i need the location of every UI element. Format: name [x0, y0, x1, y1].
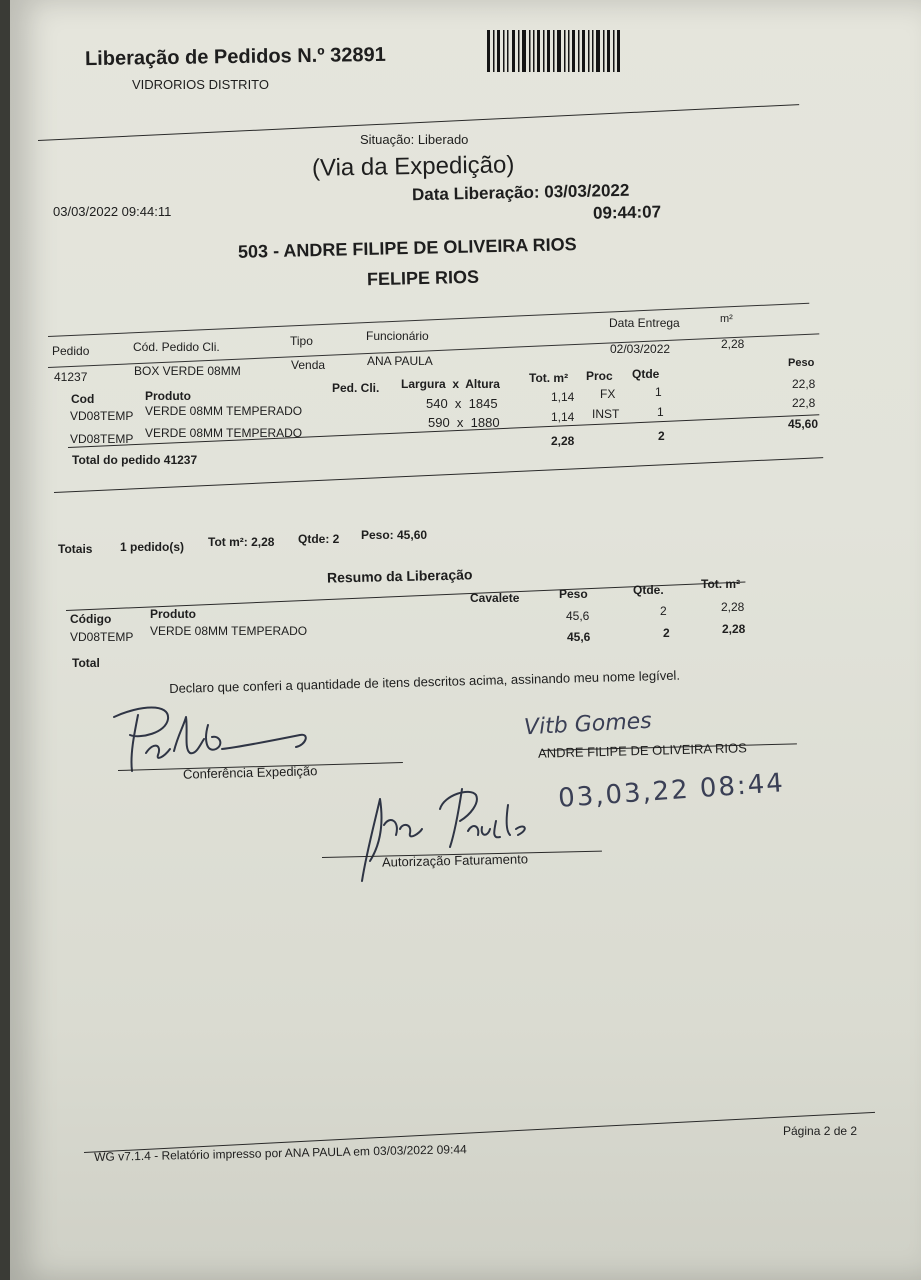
conferencia-signature	[100, 695, 320, 775]
document-title: Liberação de Pedidos N.º 32891	[84, 43, 386, 71]
col-header-funcionario: Funcionário	[366, 329, 429, 343]
release-date: Data Liberação: 03/03/2022	[411, 180, 630, 205]
item-2-dims: 590 x 1880	[428, 415, 500, 430]
summary-row-peso: 45,6	[567, 630, 591, 644]
item-header-qtde: Qtde	[632, 367, 660, 381]
item-1-tot-m2: 1,14	[551, 390, 575, 404]
release-time: 09:44:07	[592, 202, 662, 223]
summary-title: Resumo da Liberação	[326, 566, 473, 586]
summary-row-tot-m2: 2,28	[722, 622, 746, 636]
summary-first-tot-m2: 2,28	[721, 600, 745, 614]
item-1-cod: VD08TEMP	[70, 409, 134, 423]
summary-total-label: Total	[72, 656, 100, 670]
summary-header-tot-m2: Tot. m²	[701, 577, 741, 591]
item-1-dims: 540 x 1845	[426, 396, 498, 411]
status-text: Situação: Liberado	[360, 132, 469, 147]
item-1-proc: FX	[600, 387, 616, 401]
item-2-proc: INST	[592, 407, 620, 421]
totals-qtde: Qtde: 2	[298, 532, 340, 546]
printed-datetime: 03/03/2022 09:44:11	[53, 204, 172, 219]
item-header-produto: Produto	[145, 389, 191, 403]
client-name: 503 - ANDRE FILIPE DE OLIVEIRA RIOS	[237, 234, 577, 262]
item-2-peso: 22,8	[792, 396, 816, 410]
col-header-pedido: Pedido	[52, 344, 90, 358]
summary-first-peso: 45,6	[566, 609, 590, 623]
document-page	[10, 0, 921, 1280]
summary-header-qtde: Qtde.	[633, 583, 664, 597]
company-name: VIDRORIOS DISTRITO	[132, 77, 269, 92]
order-number: 41237	[54, 370, 88, 384]
col-header-cod-cli: Cód. Pedido Cli.	[133, 340, 220, 354]
summary-row-qtde: 2	[663, 626, 670, 640]
col-header-m2: m²	[720, 313, 733, 325]
barcode-icon	[485, 28, 625, 74]
order-total-m2: 2,28	[551, 434, 575, 448]
totals-peso: Peso: 45,60	[361, 528, 428, 542]
totals-tot-m2: Tot m²: 2,28	[208, 535, 275, 549]
order-funcionario: ANA PAULA	[367, 354, 433, 368]
item-1-qtde: 1	[655, 385, 662, 399]
page-number: Página 2 de 2	[783, 1124, 858, 1138]
client-signature-name: ANDRE FILIPE DE OLIVEIRA RIOS	[537, 740, 747, 761]
summary-header-peso: Peso	[559, 587, 588, 601]
summary-row-produto: VERDE 08MM TEMPERADO	[150, 624, 308, 638]
item-header-cod: Cod	[71, 392, 95, 406]
item-2-tot-m2: 1,14	[551, 410, 575, 424]
order-tipo: Venda	[291, 358, 326, 372]
col-header-data-entrega: Data Entrega	[609, 316, 680, 330]
totals-label: Totais	[58, 542, 93, 556]
order-m2: 2,28	[721, 337, 745, 351]
client-handwritten-signature: Vitb Gomes	[523, 708, 653, 741]
item-1-peso: 22,8	[792, 377, 816, 391]
declaration-text: Declaro que conferi a quantidade de itens descritos acima, assinando meu nome legível.	[169, 667, 681, 696]
order-total-peso: 45,60	[788, 417, 819, 431]
summary-header-codigo: Código	[70, 612, 112, 626]
item-2-cod: VD08TEMP	[70, 432, 134, 446]
item-2-produto: VERDE 08MM TEMPERADO	[145, 426, 303, 440]
item-header-tot-m2: Tot. m²	[529, 371, 569, 385]
autorizacao-signature	[340, 785, 540, 885]
item-header-proc: Proc	[586, 369, 613, 383]
conferencia-label: Conferência Expedição	[182, 763, 318, 782]
item-1-produto: VERDE 08MM TEMPERADO	[145, 404, 303, 418]
order-total-label: Total do pedido 41237	[72, 453, 198, 467]
col-header-tipo: Tipo	[290, 334, 313, 348]
client-nickname: FELIPE RIOS	[366, 266, 480, 290]
item-2-qtde: 1	[657, 405, 664, 419]
autorizacao-label: Autorização Faturamento	[381, 851, 529, 870]
order-data-entrega: 02/03/2022	[610, 342, 671, 356]
summary-first-qtde: 2	[660, 604, 667, 618]
summary-row-codigo: VD08TEMP	[70, 630, 134, 644]
order-cod-cli: BOX VERDE 08MM	[134, 364, 241, 378]
via-label: (Via da Expedição)	[311, 151, 515, 182]
order-total-qtde: 2	[658, 429, 665, 443]
item-header-ped-cli: Ped. Cli.	[332, 381, 380, 395]
item-header-peso: Peso	[788, 357, 815, 369]
item-header-dims: Largura x Altura	[401, 377, 500, 391]
totals-pedidos: 1 pedido(s)	[120, 540, 185, 554]
handwritten-date: 03,03,22 08:44	[557, 768, 786, 814]
footer-printed-by: WG v7.1.4 - Relatório impresso por ANA PAULA em 03/03/2022 09:44	[94, 1142, 467, 1164]
summary-header-cavalete: Cavalete	[470, 591, 520, 605]
summary-header-produto: Produto	[150, 607, 196, 621]
